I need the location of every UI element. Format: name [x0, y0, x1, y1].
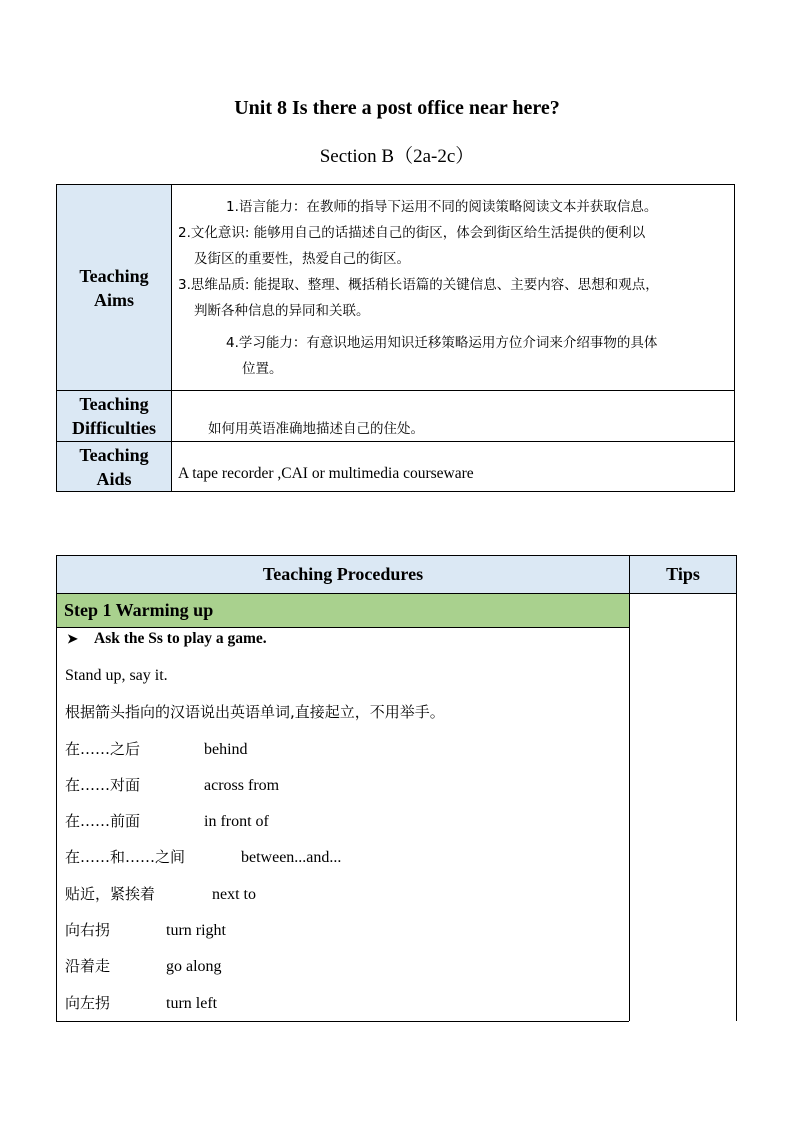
bullet-item	[65, 628, 629, 658]
difficulties-label-line-2: Difficulties	[72, 418, 156, 438]
aids-label-line-2: Aids	[96, 468, 132, 489]
vocab-zh: 向左拐	[65, 993, 111, 1012]
vocab-en: turn right	[166, 922, 226, 940]
aims-content	[172, 185, 735, 391]
aims-line-5: 判断各种信息的异同和关联。	[194, 302, 370, 319]
difficulties-content	[172, 391, 735, 442]
vocab-zh: 向右拐	[65, 921, 111, 940]
vocab-zh: 沿着走	[65, 957, 111, 976]
vocab-en: across from	[204, 776, 280, 794]
vocab-row	[65, 912, 629, 948]
procedures-header: Teaching Procedures	[57, 556, 630, 594]
vocab-zh: 在……对面	[65, 775, 141, 794]
vocab-zh: 贴近，紧挨着	[65, 884, 156, 903]
aims-line-1: 1.语言能力：在教师的指导下运用不同的阅读策略阅读文本并获取信息。	[226, 198, 658, 215]
difficulties-label-line-1: Teaching	[79, 394, 149, 414]
intro-zh: 根据箭头指向的汉语说出英语单词,直接起立，不用举手。	[65, 703, 445, 722]
aims-line-2: 2.文化意识: 能够用自己的话描述自己的街区，体会到街区给生活提供的便利以	[178, 224, 646, 241]
aids-content	[172, 442, 735, 492]
section-subtitle: Section B（2a-2c）	[319, 146, 475, 167]
difficulties-label	[57, 391, 172, 442]
vocab-zh: 在……前面	[65, 812, 141, 831]
vocab-row	[65, 948, 629, 984]
vocab-row	[65, 767, 629, 803]
difficulties-text: 如何用英语准确地描述自己的住处。	[208, 421, 424, 437]
vocab-en: next to	[212, 885, 256, 903]
step-content	[57, 628, 630, 1022]
arrow-bullet-icon: ➤	[67, 631, 78, 646]
aims-line-7: 位置。	[242, 360, 283, 377]
aims-label	[57, 185, 172, 391]
vocab-zh: 在……之后	[65, 739, 141, 758]
vocab-row	[65, 985, 629, 1021]
tips-header: Tips	[630, 556, 737, 594]
aids-label-line-1: Teaching	[79, 444, 149, 465]
bullet-text: Ask the Ss to play a game.	[94, 630, 267, 647]
aims-line-3: 及街区的重要性，热爱自己的街区。	[194, 250, 410, 267]
aids-text: A tape recorder ,CAI or multimedia courseware	[178, 464, 474, 482]
step-title: Step 1 Warming up	[57, 594, 630, 628]
vocab-en: in front of	[204, 813, 269, 831]
vocab-en: behind	[204, 740, 248, 758]
vocab-en: turn left	[166, 994, 218, 1012]
vocab-row	[65, 839, 629, 875]
procedures-table	[56, 555, 737, 1022]
aims-line-6: 4.学习能力：有意识地运用知识迁移策略运用方位介词来介绍事物的具体	[226, 334, 658, 351]
vocab-row	[65, 876, 629, 912]
tips-column	[630, 594, 737, 1022]
aims-line-4: 3.思维品质: 能提取、整理、概括稍长语篇的关键信息、主要内容、思想和观点，	[178, 276, 659, 293]
intro-en: Stand up, say it.	[65, 667, 168, 684]
vocab-row	[65, 731, 629, 767]
aims-label-text: Teaching Aims	[79, 265, 149, 310]
teaching-info-table	[56, 184, 735, 492]
document-title: Unit 8 Is there a post office near here?	[234, 97, 560, 119]
vocab-zh: 在……和……之间	[65, 848, 186, 867]
vocab-en: between...and...	[241, 849, 342, 867]
aids-label	[57, 442, 172, 492]
vocab-en: go along	[166, 958, 222, 976]
vocab-row	[65, 803, 629, 839]
